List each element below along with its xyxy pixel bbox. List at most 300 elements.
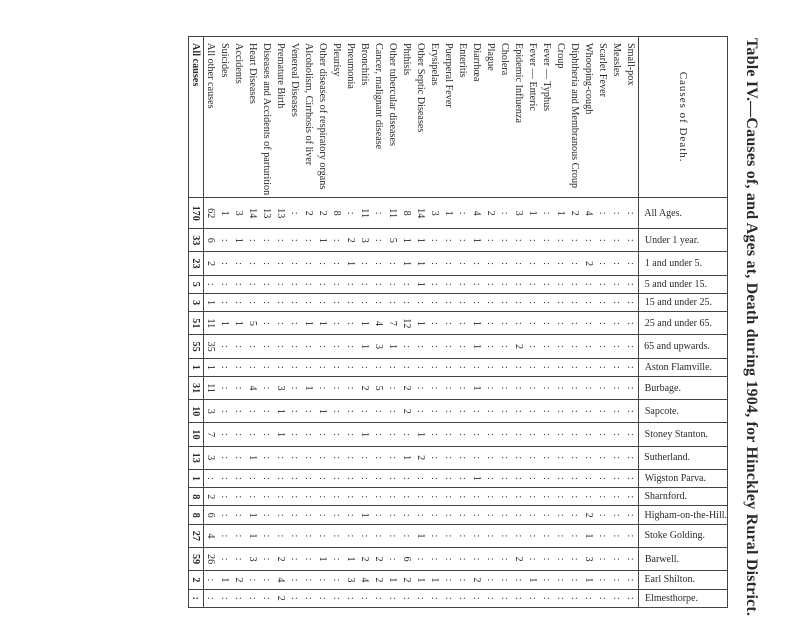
count-cell: : [624,229,639,252]
count-cell: : [274,229,288,252]
cause-cell: Other diseases of respiratory organs [316,37,330,198]
count-cell: : [456,377,470,400]
count-cell: : [526,229,540,252]
count-cell: : [610,377,624,400]
count-cell: : [456,252,470,275]
count-cell: : [288,400,302,423]
count-cell: : [386,488,400,506]
count-cell: 1 [414,524,428,547]
count-cell: 1 [218,198,232,229]
column-header-label: Higham-on-the-Hill. [644,509,727,521]
count-cell: : [540,589,554,607]
count-cell: : [470,252,484,275]
count-cell: : [456,524,470,547]
count-cell: 1 [358,312,372,335]
count-cell: : [316,488,330,506]
count-cell: : [498,589,512,607]
count-cell: : [526,524,540,547]
count-cell: : [372,446,386,469]
count-cell: : [260,229,274,252]
count-cell: : [568,446,582,469]
count-cell: : [568,524,582,547]
count-cell: : [203,469,218,487]
count-cell: : [596,423,610,446]
count-cell: : [330,275,344,293]
count-cell: 11 [386,198,400,229]
count-cell: 3 [274,377,288,400]
count-cell: 13 [188,446,203,469]
count-cell: : [260,312,274,335]
count-cell: : [624,571,639,589]
count-cell: : [610,571,624,589]
count-cell: 1 [246,446,260,469]
count-cell: : [260,335,274,358]
count-cell: : [540,335,554,358]
column-header-label: 15 and under 25. [644,297,712,309]
count-cell: : [526,293,540,311]
table-row [344,37,358,608]
count-cell: : [246,229,260,252]
column-header-label: 65 and upwards. [644,341,711,353]
count-cell: : [386,400,400,423]
count-cell: : [442,589,456,607]
count-cell: : [288,229,302,252]
count-cell: : [344,423,358,446]
count-cell: : [288,524,302,547]
count-cell: : [400,358,414,376]
count-cell: 4 [358,571,372,589]
count-cell: 4 [372,312,386,335]
count-cell: 1 [316,229,330,252]
count-cell: : [442,469,456,487]
count-cell: 1 [344,548,358,571]
count-cell: : [596,198,610,229]
count-cell: 4 [582,198,596,229]
count-cell: : [274,524,288,547]
count-cell: : [246,589,260,607]
table-row [358,37,372,608]
table-row [498,37,512,608]
table-row [232,37,246,608]
count-cell: 35 [203,335,218,358]
count-cell: : [554,252,568,275]
count-cell: : [274,252,288,275]
count-cell: : [260,571,274,589]
count-cell: : [316,589,330,607]
count-cell: : [400,423,414,446]
table-row [188,37,203,608]
count-cell: : [232,506,246,524]
count-cell: 5 [372,377,386,400]
count-cell: : [596,469,610,487]
count-cell: 1 [470,335,484,358]
count-cell: : [498,198,512,229]
count-cell: 13 [274,198,288,229]
count-cell: 2 [400,400,414,423]
count-cell: : [372,229,386,252]
count-cell: : [498,252,512,275]
count-cell: : [288,589,302,607]
count-cell: : [470,293,484,311]
count-cell: : [218,589,232,607]
count-cell: : [316,252,330,275]
count-cell: : [512,377,526,400]
count-cell: 62 [203,198,218,229]
count-cell: : [260,524,274,547]
table-row [203,37,218,608]
count-cell: : [624,358,639,376]
count-cell: : [484,335,498,358]
count-cell: : [582,358,596,376]
count-cell: : [442,335,456,358]
count-cell: : [400,275,414,293]
count-cell: : [498,377,512,400]
count-cell: : [316,358,330,376]
count-cell: : [484,275,498,293]
count-cell: : [526,506,540,524]
count-cell: : [498,524,512,547]
table-row [624,37,639,608]
count-cell: : [456,488,470,506]
count-cell: : [428,293,442,311]
count-cell: : [568,589,582,607]
count-cell: : [260,506,274,524]
count-cell: : [372,488,386,506]
cause-cell: Premature Birth [274,37,288,198]
count-cell: : [554,377,568,400]
count-cell: 23 [188,252,203,275]
count-cell: : [596,548,610,571]
count-cell: 1 [203,293,218,311]
count-cell: : [456,506,470,524]
count-cell: : [568,252,582,275]
column-header [638,488,727,506]
count-cell: : [554,469,568,487]
count-cell: 51 [188,312,203,335]
table-row [610,37,624,608]
count-cell: : [554,358,568,376]
column-header [638,358,727,376]
count-cell: : [596,524,610,547]
header-row [638,37,727,608]
count-cell: : [316,423,330,446]
count-cell: 2 [274,589,288,607]
count-cell: : [442,275,456,293]
count-cell: 2 [203,252,218,275]
count-cell: : [498,488,512,506]
count-cell: : [456,293,470,311]
count-cell: : [302,548,316,571]
count-cell: : [610,589,624,607]
count-cell: : [540,469,554,487]
count-cell: : [428,488,442,506]
count-cell: : [484,358,498,376]
count-cell: : [232,335,246,358]
count-cell: : [512,488,526,506]
column-header-label: Elmesthorpe. [644,592,698,604]
count-cell: : [218,275,232,293]
count-cell: : [330,469,344,487]
count-cell: 2 [203,488,218,506]
count-cell: 2 [512,548,526,571]
count-cell: 1 [386,335,400,358]
count-cell: : [498,312,512,335]
count-cell: : [400,506,414,524]
cause-cell: Small-pox [624,37,639,198]
count-cell: : [246,400,260,423]
count-cell: : [330,446,344,469]
cause-cell: Fever — Enteric [526,37,540,198]
column-header-label: All Ages. [644,207,683,219]
count-cell: : [358,589,372,607]
count-cell: : [246,469,260,487]
count-cell: : [218,335,232,358]
count-cell: : [442,229,456,252]
count-cell: 1 [316,400,330,423]
count-cell: : [386,275,400,293]
count-cell: : [540,446,554,469]
count-cell: : [596,589,610,607]
count-cell: : [302,400,316,423]
count-cell: : [203,571,218,589]
column-header-label: Wigston Parva. [644,472,706,484]
count-cell: : [386,589,400,607]
count-cell: : [203,589,218,607]
count-cell: : [330,548,344,571]
cause-cell: All other causes [203,37,218,198]
table-row [316,37,330,608]
count-cell: : [232,469,246,487]
count-cell: 10 [188,423,203,446]
count-cell: 3 [358,229,372,252]
count-cell: : [610,312,624,335]
count-cell: 14 [414,198,428,229]
count-cell: 1 [470,469,484,487]
count-cell: 2 [582,506,596,524]
count-cell: : [498,400,512,423]
count-cell: : [526,548,540,571]
count-cell: 5 [246,312,260,335]
count-cell: : [218,548,232,571]
count-cell: : [302,252,316,275]
table-row [484,37,498,608]
count-cell: : [260,423,274,446]
count-cell: : [554,488,568,506]
cause-cell: Pneumonia [344,37,358,198]
count-cell: : [442,548,456,571]
count-cell: : [428,423,442,446]
count-cell: : [540,400,554,423]
count-cell: : [260,293,274,311]
count-cell: : [484,229,498,252]
count-cell: : [484,524,498,547]
count-cell: 1 [414,423,428,446]
count-cell: : [428,275,442,293]
cause-cell: Bronchitis [358,37,372,198]
count-cell: 1 [428,571,442,589]
column-header [638,469,727,487]
count-cell: : [302,524,316,547]
count-cell: : [498,446,512,469]
table-row [582,37,596,608]
count-cell: 55 [188,335,203,358]
cause-cell: Accidents [232,37,246,198]
count-cell: : [554,423,568,446]
count-cell: : [344,400,358,423]
count-cell: : [358,400,372,423]
count-cell: 2 [358,377,372,400]
count-cell: : [512,312,526,335]
count-cell: : [218,423,232,446]
count-cell: 1 [302,377,316,400]
count-cell: 2 [414,446,428,469]
count-cell: : [330,293,344,311]
count-cell: : [554,335,568,358]
count-cell: : [442,358,456,376]
count-cell: : [624,275,639,293]
count-cell: 3 [188,293,203,311]
count-cell: 1 [203,358,218,376]
count-cell: : [288,198,302,229]
count-cell: 2 [344,229,358,252]
count-cell: : [428,312,442,335]
count-cell: : [302,488,316,506]
count-cell: : [456,469,470,487]
count-cell: : [442,488,456,506]
count-cell: : [372,469,386,487]
column-header-label: Stoney Stanton. [644,429,708,440]
count-cell: : [232,488,246,506]
count-cell: : [372,506,386,524]
count-cell: : [540,312,554,335]
column-header-label: Sutherland. [644,452,691,464]
count-cell: : [582,377,596,400]
table-row [554,37,568,608]
count-cell: : [540,275,554,293]
count-cell: : [568,469,582,487]
count-cell: : [554,571,568,589]
count-cell: : [540,423,554,446]
count-cell: : [400,293,414,311]
count-cell: : [330,571,344,589]
count-cell: : [344,524,358,547]
count-cell: : [302,293,316,311]
count-cell: : [610,198,624,229]
count-cell: 26 [203,548,218,571]
count-cell: : [274,293,288,311]
count-cell: : [372,293,386,311]
count-cell: 1 [344,252,358,275]
count-cell: : [596,358,610,376]
count-cell: : [512,571,526,589]
count-cell: : [568,377,582,400]
count-cell: 1 [274,400,288,423]
count-cell: : [316,446,330,469]
cause-cell: Erysipelas [428,37,442,198]
table-row [218,37,232,608]
count-cell: : [610,506,624,524]
cause-cell: Diseases and Accidents of parturition [260,37,274,198]
count-cell: 1 [414,571,428,589]
count-cell: 27 [188,524,203,547]
count-cell: : [246,488,260,506]
cause-cell: Other tubercular diseases [386,37,400,198]
count-cell: : [498,571,512,589]
count-cell: : [372,589,386,607]
table-row [414,37,428,608]
table-row [246,37,260,608]
count-cell: : [526,488,540,506]
count-cell: : [582,488,596,506]
count-cell: : [554,312,568,335]
count-cell: : [498,423,512,446]
count-cell: : [302,571,316,589]
count-cell: : [610,548,624,571]
count-cell: : [554,446,568,469]
count-cell: 8 [400,198,414,229]
count-cell: : [260,589,274,607]
table-body [188,37,638,608]
count-cell: 1 [526,198,540,229]
count-cell: 8 [188,506,203,524]
count-cell: : [596,293,610,311]
count-cell: 2 [400,377,414,400]
count-cell: : [610,275,624,293]
count-cell: : [512,358,526,376]
count-cell: : [624,377,639,400]
count-cell: : [526,275,540,293]
count-cell: : [498,469,512,487]
count-cell: : [372,423,386,446]
count-cell: : [330,229,344,252]
count-cell: 2 [274,548,288,571]
count-cell: : [232,275,246,293]
count-cell: 10 [188,400,203,423]
count-cell: : [330,335,344,358]
column-header-label: 1 and under 5. [644,258,702,269]
count-cell: : [484,423,498,446]
column-header [638,524,727,547]
count-cell: : [302,335,316,358]
count-cell: : [288,548,302,571]
count-cell: : [526,400,540,423]
count-cell: : [344,377,358,400]
column-header [638,423,727,446]
count-cell: 1 [246,506,260,524]
count-cell: : [232,252,246,275]
count-cell: : [414,293,428,311]
count-cell: : [260,252,274,275]
count-cell: : [330,506,344,524]
count-cell: : [498,548,512,571]
count-cell: : [624,335,639,358]
count-cell: 1 [386,571,400,589]
count-cell: : [386,293,400,311]
count-cell: : [554,293,568,311]
count-cell: 1 [302,312,316,335]
count-cell: : [274,312,288,335]
count-cell: : [540,548,554,571]
count-cell: : [218,469,232,487]
count-cell: 1 [218,312,232,335]
count-cell: : [582,275,596,293]
count-cell: : [344,488,358,506]
count-cell: : [386,548,400,571]
count-cell: : [302,506,316,524]
count-cell: : [414,377,428,400]
count-cell: : [344,506,358,524]
count-cell: : [582,423,596,446]
